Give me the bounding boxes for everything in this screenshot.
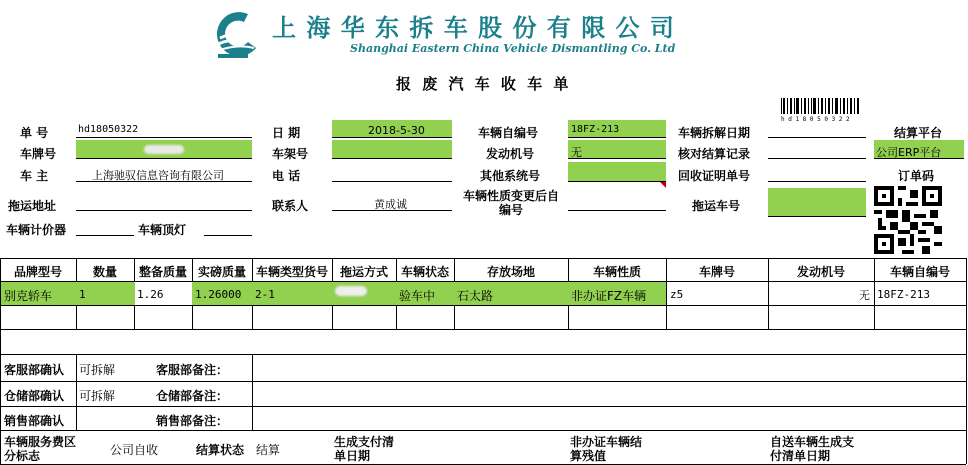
engine-label: 发动机号 bbox=[486, 147, 535, 161]
tow-truck-label: 拖运车号 bbox=[692, 199, 741, 213]
plate-field[interactable] bbox=[76, 140, 252, 159]
verify-label: 核对结算记录 bbox=[678, 147, 751, 161]
col-qty: 数量 bbox=[92, 265, 117, 279]
frame-label: 车架号 bbox=[272, 147, 309, 161]
platform-label: 结算平台 bbox=[894, 126, 943, 140]
confirm-dept: 仓储部确认 bbox=[4, 389, 65, 403]
self-send-date-label: 自送车辆生成支付清单日期 bbox=[770, 435, 855, 463]
cell-brand: 别克轿车 bbox=[4, 289, 53, 303]
gen-pay-date-label: 生成支付清单日期 bbox=[334, 435, 395, 463]
confirm-remark-label: 仓储部备注： bbox=[156, 389, 229, 403]
company-logo bbox=[208, 8, 268, 60]
frame-field[interactable] bbox=[332, 140, 452, 159]
col-curb-weight: 整备质量 bbox=[138, 265, 187, 279]
document-title: 报 废 汽 车 收 车 单 bbox=[396, 75, 572, 93]
contact-value: 黄成诚 bbox=[374, 198, 407, 211]
cell-self-no: 18FZ-213 bbox=[877, 288, 930, 301]
self-no-label: 车辆自编号 bbox=[478, 126, 539, 140]
fee-label: 车辆服务费区分标志 bbox=[4, 435, 77, 463]
date-value: 2018-5-30 bbox=[368, 124, 425, 137]
other-sys-label: 其他系统号 bbox=[480, 169, 541, 183]
cell-status: 验车中 bbox=[399, 289, 436, 303]
col-actual-weight: 实磅质量 bbox=[197, 265, 246, 279]
plate-label: 车牌号 bbox=[20, 147, 57, 161]
company-name-en: Shanghai Eastern China Vehicle Dismantling Co. Ltd bbox=[350, 42, 676, 55]
dismantle-date-label: 车辆拆解日期 bbox=[678, 126, 751, 140]
cell-actual-weight: 1.26000 bbox=[195, 288, 242, 301]
col-brand: 品牌型号 bbox=[13, 265, 62, 279]
owner-value: 上海驰驭信息咨询有限公司 bbox=[92, 169, 224, 182]
tow-truck-field[interactable] bbox=[768, 188, 866, 217]
col-self-no: 车辆自编号 bbox=[889, 265, 950, 279]
cell-nature: 非办证FZ车辆 bbox=[571, 289, 647, 303]
toplight-label: 车辆顶灯 bbox=[138, 223, 187, 237]
other-sys-field[interactable] bbox=[568, 162, 666, 182]
col-engine: 发动机号 bbox=[796, 265, 845, 279]
phone-label: 电 话 bbox=[272, 169, 301, 183]
col-nature: 车辆性质 bbox=[592, 265, 641, 279]
cell-type-code: 2-1 bbox=[255, 288, 275, 301]
qr-label: 订单码 bbox=[898, 169, 935, 183]
contact-label: 联系人 bbox=[272, 199, 309, 213]
nonlic-residual-label: 非办证车辆结算残值 bbox=[570, 435, 643, 463]
confirm-status: 可拆解 bbox=[79, 389, 116, 403]
col-storage: 存放场地 bbox=[486, 265, 535, 279]
cell-storage: 石太路 bbox=[457, 289, 494, 303]
meter-label: 车辆计价器 bbox=[6, 223, 67, 237]
platform-value: 公司ERP平台 bbox=[876, 146, 942, 159]
settle-status-value: 结算 bbox=[256, 443, 281, 457]
confirm-remark-label: 客服部备注： bbox=[156, 363, 229, 377]
barcode-text: h d 1 8 0 5 0 3 2 2 bbox=[781, 116, 850, 123]
order-no-value: hd18050322 bbox=[78, 124, 139, 135]
cell-plate: z5 bbox=[670, 288, 684, 301]
fee-value: 公司自收 bbox=[110, 443, 159, 457]
cell-engine: 无 bbox=[859, 289, 870, 302]
date-label: 日 期 bbox=[272, 126, 301, 140]
col-plate: 车牌号 bbox=[698, 265, 735, 279]
cell-qty: 1 bbox=[79, 288, 86, 301]
self-no-value: 18FZ-213 bbox=[571, 124, 620, 135]
col-tow-method: 拖运方式 bbox=[339, 265, 388, 279]
confirm-dept: 客服部确认 bbox=[4, 363, 65, 377]
engine-field[interactable] bbox=[568, 140, 666, 159]
nature-change-label: 车辆性质变更后自编号 bbox=[462, 189, 559, 217]
company-name-cn: 上 海 华 东 拆 车 股 份 有 限 公 司 bbox=[272, 14, 675, 42]
qr-code bbox=[874, 186, 942, 254]
cell-curb-weight: 1.26 bbox=[137, 288, 164, 301]
tow-address-label: 拖运地址 bbox=[8, 199, 57, 213]
recycle-label: 回收证明单号 bbox=[678, 169, 751, 183]
tow-address-field[interactable] bbox=[76, 188, 252, 211]
confirm-status: 可拆解 bbox=[79, 363, 116, 377]
owner-label: 车 主 bbox=[20, 169, 49, 183]
order-no-label: 单 号 bbox=[20, 126, 49, 140]
confirm-remark-label: 销售部备注： bbox=[156, 414, 229, 428]
col-type-code: 车辆类型货号 bbox=[255, 265, 328, 279]
confirm-dept: 销售部确认 bbox=[4, 414, 65, 428]
barcode bbox=[781, 98, 861, 123]
settle-status-label: 结算状态 bbox=[196, 443, 245, 457]
phone-field[interactable] bbox=[332, 162, 452, 182]
engine-value: 无 bbox=[571, 146, 582, 159]
col-status: 车辆状态 bbox=[400, 265, 449, 279]
